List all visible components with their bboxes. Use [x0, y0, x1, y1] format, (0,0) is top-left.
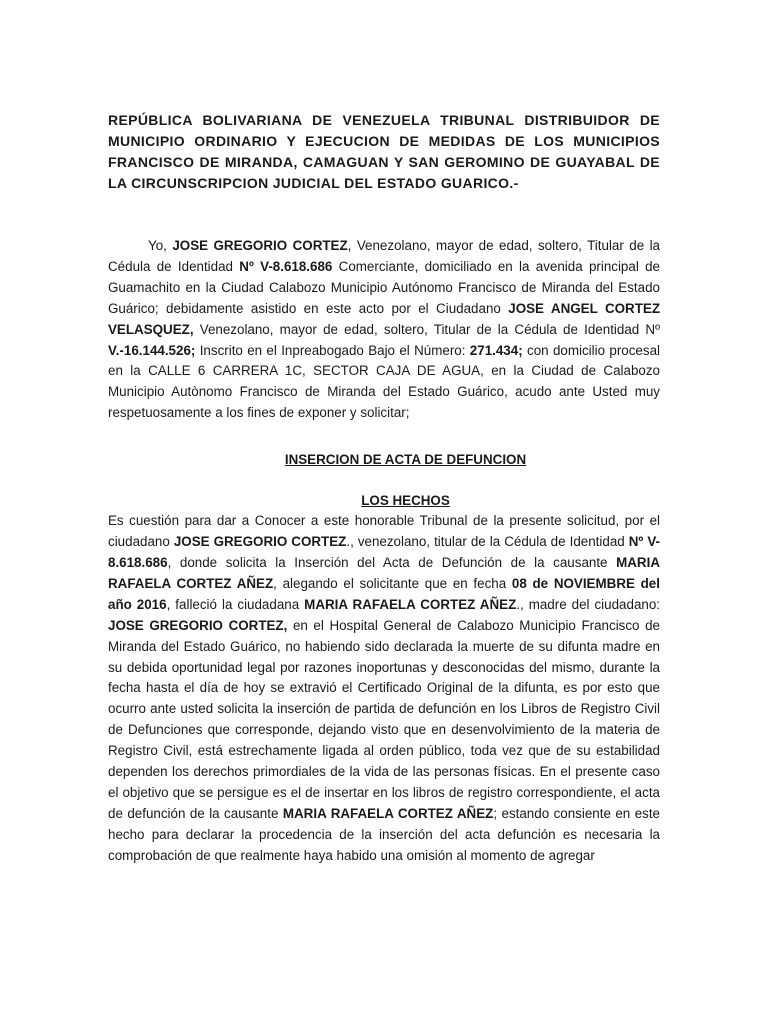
hechos-text-1: Es cuestión para dar a Conocer a este honorable Tribunal de la presente solicitud, por el ciudadano: [108, 513, 660, 550]
hechos-text-2: ., venezolano, titular de la Cédula de Identidad: [346, 534, 629, 550]
petitioner-name: JOSE GREGORIO CORTEZ: [172, 238, 348, 253]
hechos-petitioner-id: Nº V-8.618.686: [108, 534, 660, 570]
court-heading: REPÚBLICA BOLIVARIANA DE VENEZUELA TRIBUNAL DISTRIBUIDOR DE MUNICIPIO ORDINARIO Y EJECUCION DE MEDIDAS DE LOS MUNICIPIOS FRANCISCO DE MIRANDA, CAMAGUAN Y SAN GEROMINO DE GUAYABAL DE LA CIRCUNSCRIPCION JUDICIAL DEL ESTADO GUARICO.-: [108, 112, 660, 191]
intro-text-6: con domicilio procesal en la CALLE 6 CARRERA 1C, SECTOR CAJA DE AGUA, en la Ciudad de Calabozo Municipio Autònomo Francisco de Miranda del Estado Guárico, acudo ante Usted muy respetuosamente a los fines de exponer y solicitar;: [108, 342, 660, 421]
petitioner-id: Nº V-8.618.686: [239, 258, 333, 274]
deceased-name-2: MARIA RAFAELA CORTEZ AÑEZ: [304, 596, 517, 612]
hechos-petitioner-name-2: JOSE GREGORIO CORTEZ,: [108, 617, 288, 633]
hechos-paragraph: [108, 511, 660, 866]
document-body: [108, 110, 660, 867]
deceased-name-3: MARIA RAFAELA CORTEZ AÑEZ: [282, 805, 494, 821]
intro-text-5: Inscrito en el Inpreabogado Bajo el Número:: [195, 342, 470, 358]
hechos-text-3: , donde solicita la Inserción del Acta de Defunción de la causante: [167, 554, 617, 570]
hechos-text-7: en el Hospital General de Calabozo Municipio Francisco de Miranda del Estado Guárico, no habiendo sido declarada la muerte de su difunta madre en su debida oportunidad legal por razones inoportunas y desconocidas del mismo, durante la fecha hasta el día de hoy se extravió el Certificado Original de la difunta, es por esto que ocurro ante usted solicita la inserción de partida de defunción en los Libros de Registro Civil de Defunciones que corresponde, dejando visto que en desenvolvimiento de la materia de Registro Civil, está estrechamente ligada al orden público, toda vez que de su estabilidad dependen los derechos primordiales de la vida de las personas físicas. En el presente caso el objetivo que se persigue es el de insertar en los libros de registro correspondiente, el acta de defunción de la causante: [108, 617, 660, 821]
intro-text-4: Venezolano, mayor de edad, soltero, Titular de la Cédula de Identidad Nº: [193, 321, 660, 337]
intro-text-2: , Venezolano, mayor de edad, soltero, Titular de la Cédula de Identidad: [108, 238, 661, 274]
deceased-name: MARIA RAFAELA CORTEZ AÑEZ: [108, 554, 660, 591]
hechos-petitioner-name: JOSE GREGORIO CORTEZ: [173, 534, 347, 550]
section-title-hechos: LOS HECHOS: [361, 493, 450, 509]
attorney-name: JOSE ANGEL CORTEZ VELASQUEZ,: [108, 300, 660, 337]
intro-text-3: Comerciante, domiciliado en la avenida principal de Guamachito en la Ciudad Calabozo Municipio Autónomo Francisco de Miranda del Estado Guárico; debidamente asistido en este acto por el Ciudadano: [108, 258, 660, 316]
inpreabogado-number: 271.434;: [469, 342, 523, 358]
attorney-id: V.-16.144.526;: [108, 342, 196, 358]
hechos-text-4: , alegando el solicitante que en fecha: [273, 575, 512, 591]
death-date: 08 de NOVIEMBRE del año 2016: [108, 575, 660, 612]
intro-text-1: Yo,: [148, 238, 173, 253]
intro-paragraph: [108, 236, 660, 424]
section-title-insercion: INSERCION DE ACTA DE DEFUNCION: [284, 452, 527, 468]
hechos-text-8: ; estando consiente en este hecho para declarar la procedencia de la inserción del acta defunción es necesaria la comprobación de que realmente haya habido una omisión al momento de agregar: [108, 805, 661, 863]
hechos-text-5: , falleció la ciudadana: [166, 596, 305, 612]
hechos-text-6: ., madre del ciudadano:: [516, 596, 661, 612]
